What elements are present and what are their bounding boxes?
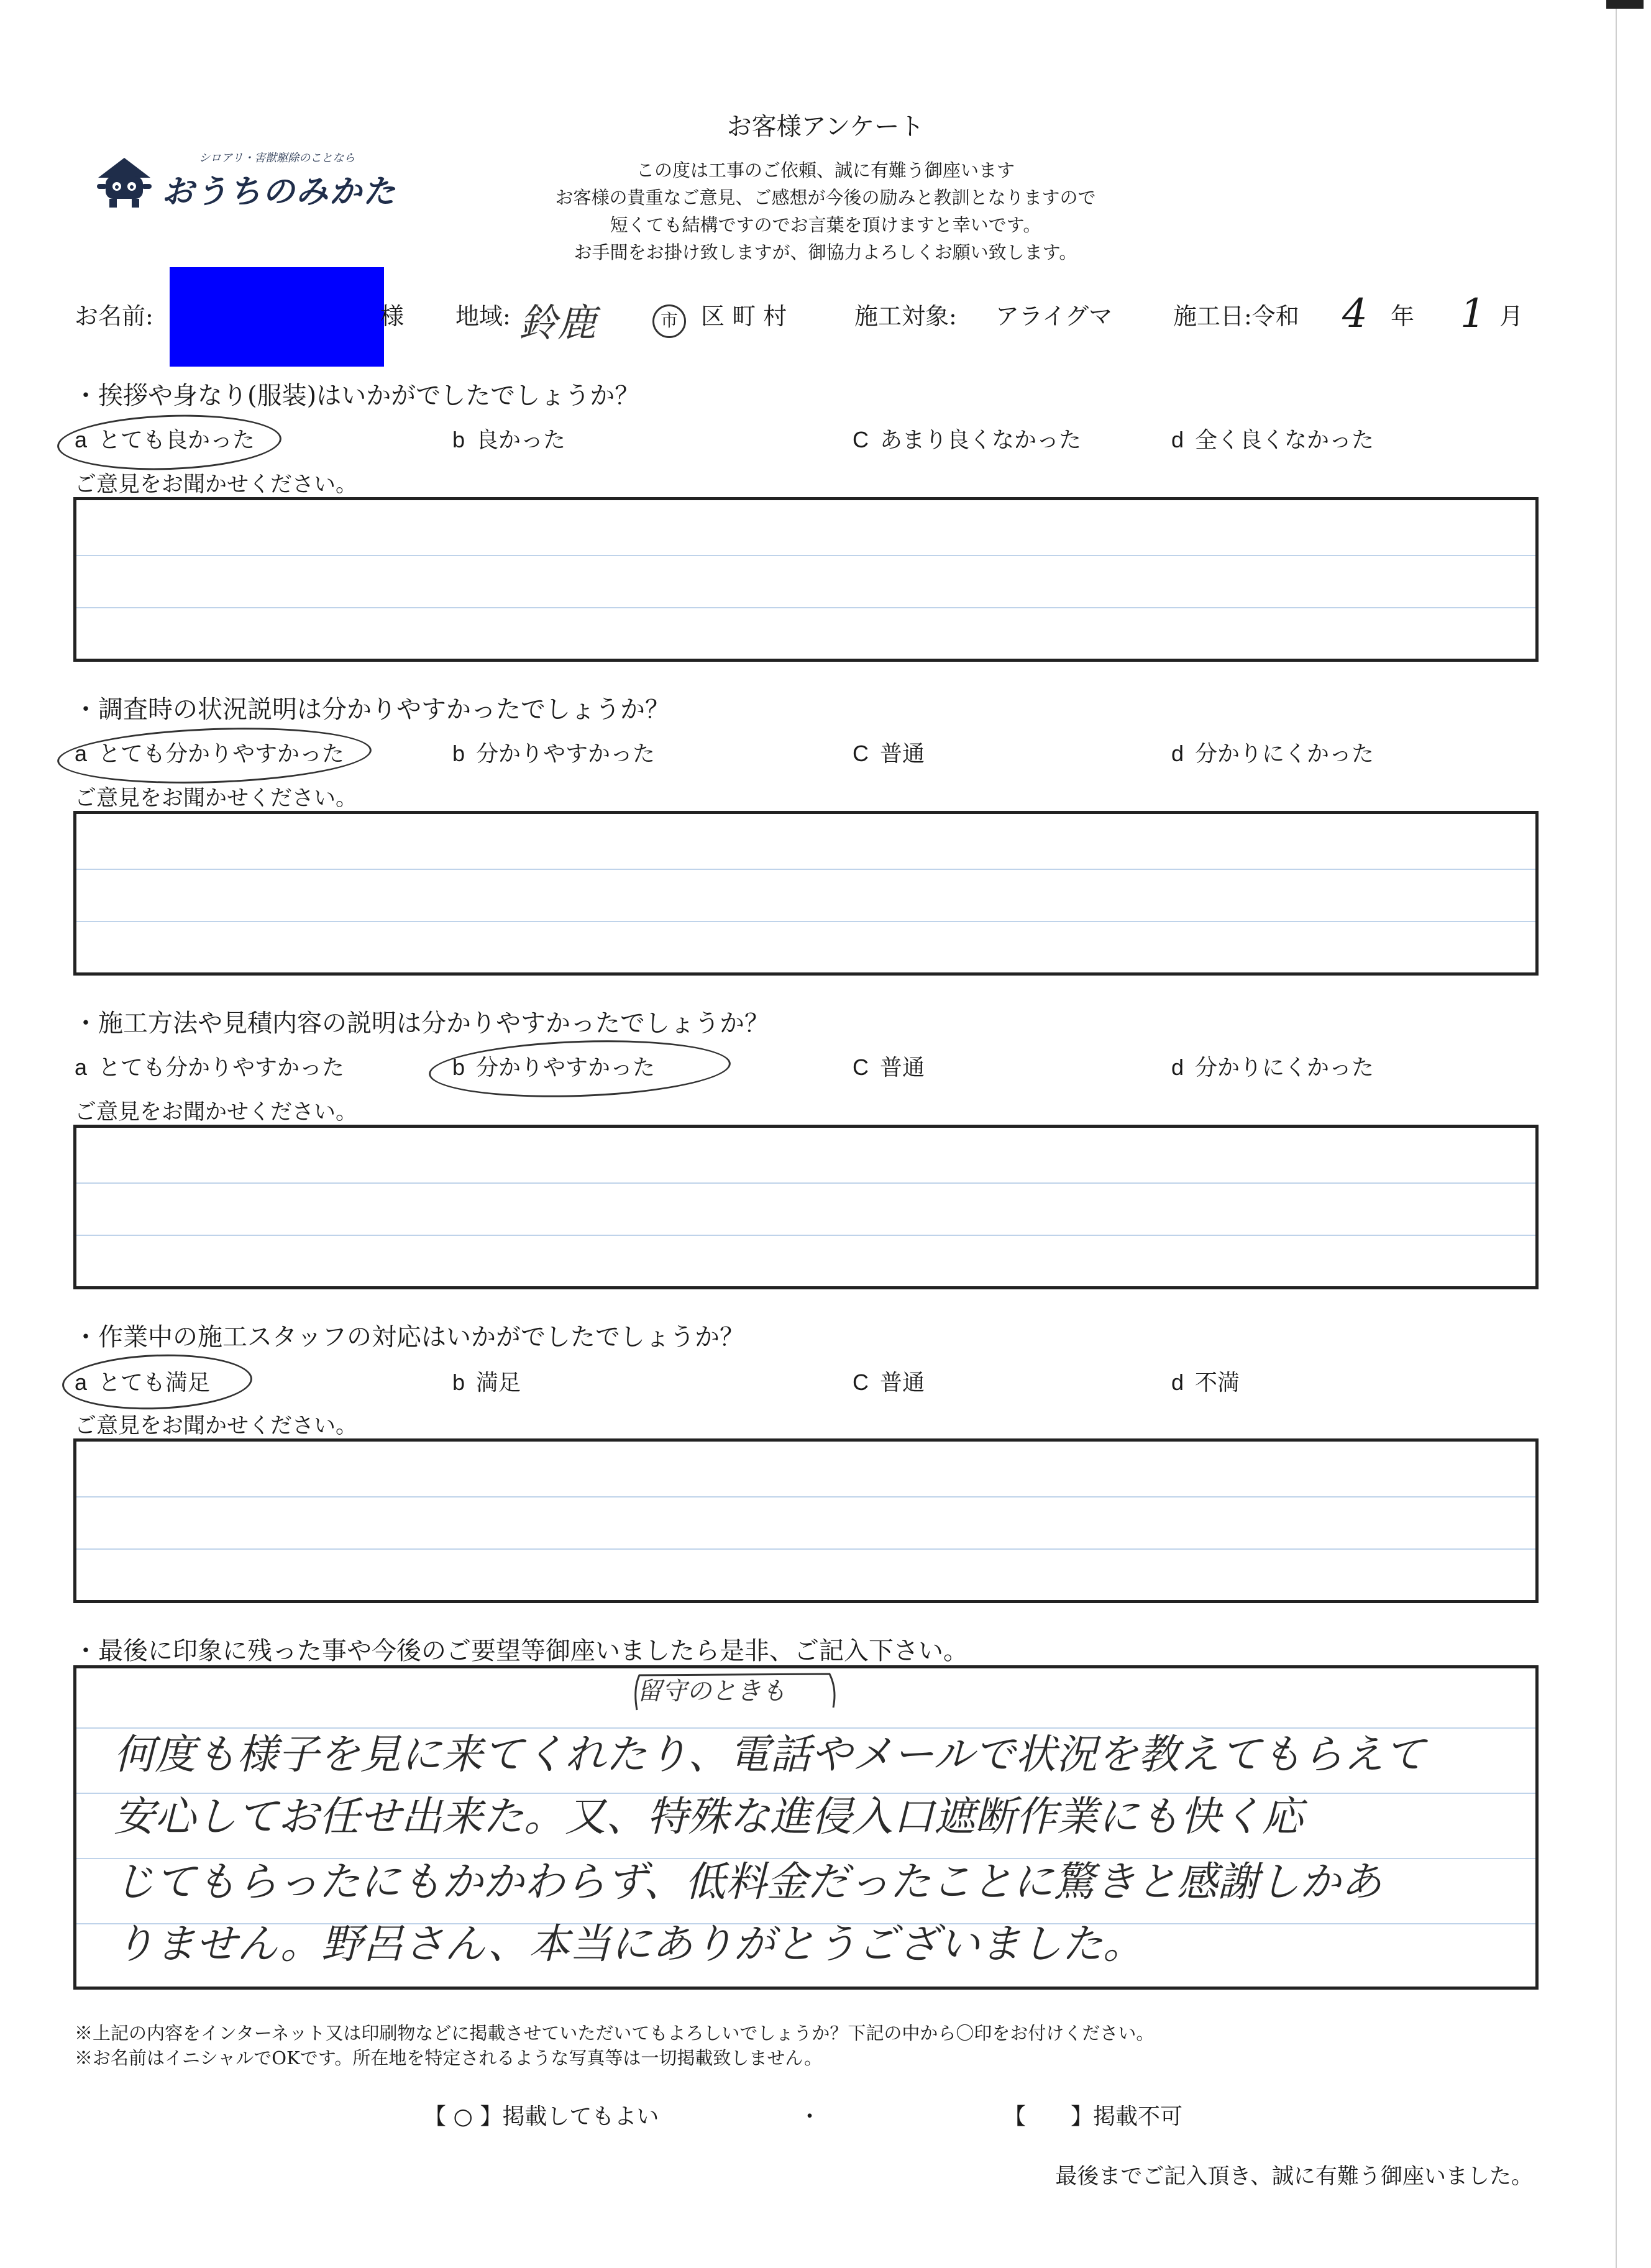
name-redaction	[170, 267, 384, 367]
q2-comment-prompt: ご意見をお聞かせください。	[75, 786, 358, 811]
closing-message: 最後までご記入頂き、誠に有難う御座いました。	[1055, 2164, 1533, 2189]
intro-line: お客様の貴重なご意見、ご感想が今後の励みと教訓となりますので	[555, 187, 1096, 208]
target-label: 施工対象:	[854, 303, 957, 330]
q2-comment-box[interactable]	[73, 811, 1539, 976]
q2-selection-circle	[57, 723, 373, 789]
logo-name: おうちのみかた	[162, 173, 397, 211]
honorific: 様	[380, 303, 405, 330]
q3-comment-box[interactable]	[73, 1125, 1539, 1289]
q2-option-d[interactable]: d 分かりにくかった	[1171, 741, 1374, 767]
publish-allow-option[interactable]: 【 ○ 】掲載してもよい	[424, 2104, 659, 2129]
area-suffix: 区 町 村	[701, 303, 787, 330]
q4-option-c[interactable]: C 普通	[853, 1369, 925, 1396]
question-3: ・施工方法や見積内容の説明は分かりやすかったでしょうか？	[73, 1009, 769, 1038]
question-1: ・挨拶や身なり(服装)はいかがでしたでしょうか？	[73, 382, 640, 410]
intro-text	[0, 157, 1651, 266]
month-unit: 月	[1499, 303, 1524, 330]
logo-tagline: シロアリ・害獣駆除のことなら	[199, 152, 355, 165]
area-label: 地域:	[455, 303, 511, 330]
area-value: 鈴鹿	[519, 300, 597, 345]
q4-comment-prompt: ご意見をお聞かせください。	[75, 1414, 358, 1438]
city-circled-mark: 市	[652, 304, 686, 338]
comment-line: りません。野呂さん、本当にありがとうございました。	[114, 1920, 1144, 1968]
final-comment-box[interactable]	[73, 1665, 1539, 1990]
q3-option-d[interactable]: d 分かりにくかった	[1171, 1054, 1374, 1081]
publish-separator: ・	[798, 2104, 821, 2129]
q4-comment-box[interactable]	[73, 1438, 1539, 1603]
q3-option-c[interactable]: C 普通	[853, 1054, 925, 1081]
target-value: アライグマ	[995, 303, 1113, 330]
name-label: お名前:	[75, 303, 153, 330]
question-4: ・作業中の施工スタッフの対応はいかがでしたでしょうか？	[73, 1323, 744, 1351]
q1-option-c[interactable]: C あまり良くなかった	[853, 427, 1082, 453]
comment-line: 安心してお任せ出来た。又、特殊な進侵入口遮断作業にも快く応	[114, 1793, 1303, 1840]
year-value: 4	[1342, 291, 1368, 337]
comment-insertion: 留守のときも	[637, 1677, 786, 1706]
q1-comment-prompt: ご意見をお聞かせください。	[75, 472, 358, 497]
scan-edge-line	[1616, 0, 1617, 2268]
scan-edge-mark	[1606, 0, 1644, 9]
final-prompt: ・最後に印象に残った事や今後のご要望等御座いましたら是非、ご記入下さい。	[73, 1637, 968, 1665]
q4-option-a[interactable]: a とても満足	[75, 1369, 211, 1396]
q2-option-c[interactable]: C 普通	[853, 741, 925, 767]
q1-option-b[interactable]: b 良かった	[452, 427, 566, 453]
date-label: 施工日:令和	[1173, 303, 1299, 330]
q3-option-b[interactable]: b 分かりやすかった	[452, 1054, 656, 1081]
allow-mark: ○	[453, 2104, 473, 2129]
intro-line: 短くても結構ですのでお言葉を頂けますと幸いです。	[610, 214, 1041, 235]
question-2: ・調査時の状況説明は分かりやすかったでしょうか？	[73, 695, 670, 724]
q3-option-a[interactable]: a とても分かりやすかった	[75, 1054, 345, 1081]
publish-note-2: ※お名前はイニシャルでOKです。所在地を特定されるような写真等は一切掲載致しません。	[75, 2047, 823, 2069]
insertion-bracket-icon	[631, 1670, 842, 1714]
q3-comment-prompt: ご意見をお聞かせください。	[75, 1100, 358, 1125]
publish-deny-option[interactable]: 【 】掲載不可	[1004, 2104, 1183, 2129]
comment-line: じてもらったにもかかわらず、低料金だったことに驚きと感謝しかあ	[114, 1858, 1382, 1906]
q1-option-a[interactable]: a とても良かった	[75, 427, 255, 453]
q1-comment-box[interactable]	[73, 497, 1539, 662]
q4-option-d[interactable]: d 不満	[1171, 1369, 1240, 1396]
q1-option-d[interactable]: d 全く良くなかった	[1171, 427, 1374, 453]
comment-line: 何度も様子を見に来てくれたり、電話やメールで状況を教えてもらえて	[114, 1731, 1425, 1778]
q4-option-b[interactable]: b 満足	[452, 1369, 521, 1396]
q3-selection-circle	[428, 1036, 732, 1102]
q4-selection-circle	[62, 1351, 254, 1413]
q2-option-b[interactable]: b 分かりやすかった	[452, 741, 656, 767]
survey-title: お客様アンケート	[726, 112, 925, 141]
q1-selection-circle	[57, 411, 283, 474]
intro-line: お手間をお掛け致しますが、御協力よろしくお願い致します。	[574, 242, 1077, 263]
publish-note-1: ※上記の内容をインターネット又は印刷物などに掲載させていただいてもよろしいでしょうか？下記の中から〇印をお付けください。	[75, 2023, 1155, 2044]
q2-option-a[interactable]: a とても分かりやすかった	[75, 741, 345, 767]
month-value: 1	[1460, 291, 1486, 337]
year-unit: 年	[1391, 303, 1415, 330]
intro-line: この度は工事のご依頼、誠に有難う御座います	[636, 160, 1015, 181]
